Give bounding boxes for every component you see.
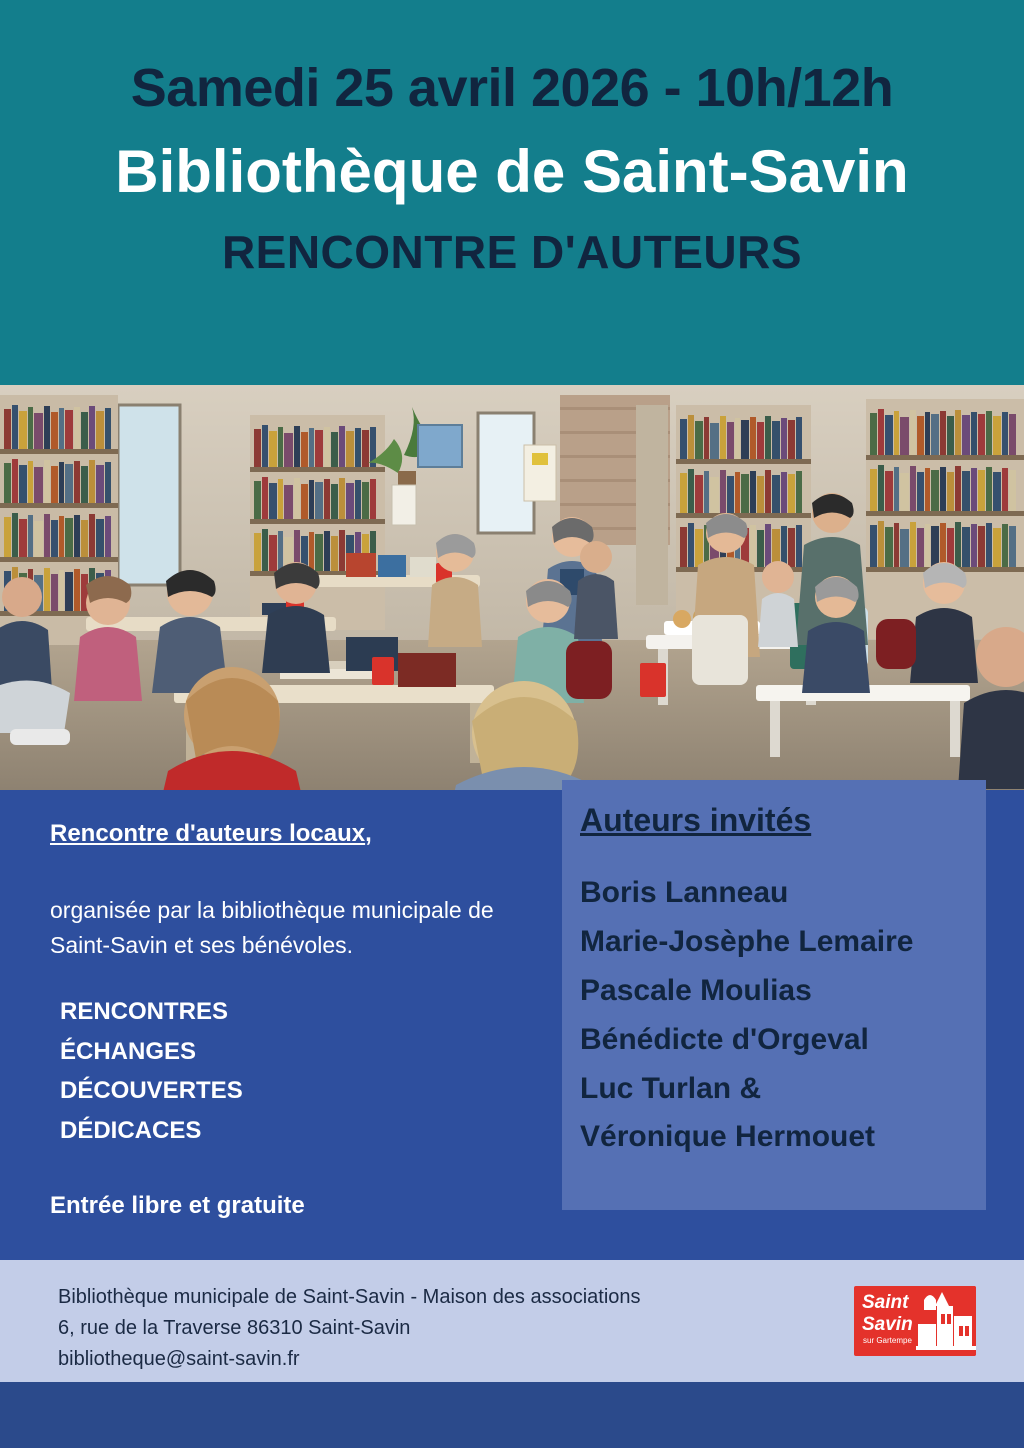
authors-title: Auteurs invités xyxy=(580,802,812,838)
authors-panel xyxy=(562,780,986,1210)
list-item: Luc Turlan & xyxy=(580,1071,762,1105)
poster-header xyxy=(0,0,1024,385)
abbey-church-icon xyxy=(916,1286,976,1356)
lead-text-tail: , xyxy=(365,820,372,847)
logo-line-1: Saint xyxy=(862,1292,909,1313)
left-column xyxy=(0,790,556,1260)
saint-savin-logo xyxy=(854,1286,976,1356)
authors-list xyxy=(580,869,986,1162)
free-entry-text: Entrée libre et gratuite xyxy=(50,1192,305,1220)
logo-subtitle: sur Gartempe xyxy=(863,1336,912,1345)
list-item: DÉCOUVERTES xyxy=(60,1077,243,1105)
list-item: DÉDICACES xyxy=(60,1116,202,1144)
list-item: RENCONTRES xyxy=(60,998,229,1025)
footer-address-line-2: 6, rue de la Traverse 86310 Saint-Savin xyxy=(58,1317,411,1339)
list-item: Bénédicte d'Orgeval xyxy=(580,1022,869,1056)
photo-illustration xyxy=(0,385,1024,790)
list-item: Marie-Josèphe Lemaire xyxy=(580,924,914,958)
list-item: Véronique Hermouet xyxy=(580,1120,876,1154)
list-item: ÉCHANGES xyxy=(60,1037,197,1065)
logo-text xyxy=(862,1293,913,1334)
logo-line-2: Savin xyxy=(862,1314,913,1335)
bottom-band xyxy=(0,1382,1024,1448)
event-date: Samedi 25 avril 2026 - 10h/12h xyxy=(130,58,894,118)
footer-address-line-1: Bibliothèque municipale de Saint-Savin - Maison des associations xyxy=(58,1286,641,1308)
event-subtitle: RENCONTRE D'AUTEURS xyxy=(221,225,803,278)
right-column xyxy=(556,790,1024,1260)
poster-footer xyxy=(0,1260,1024,1382)
list-item: Boris Lanneau xyxy=(580,876,789,909)
keywords-list xyxy=(50,992,536,1150)
poster-body xyxy=(0,790,1024,1260)
description-text: organisée par la bibliothèque municipale de Saint-Savin et ses bénévoles. xyxy=(50,897,494,958)
event-place: Bibliothèque de Saint-Savin xyxy=(115,137,909,205)
footer-email: bibliotheque@saint-savin.fr xyxy=(58,1348,300,1370)
lead-text: Rencontre d'auteurs locaux xyxy=(50,820,366,847)
list-item: Pascale Moulias xyxy=(580,973,812,1007)
event-photo xyxy=(0,385,1024,790)
